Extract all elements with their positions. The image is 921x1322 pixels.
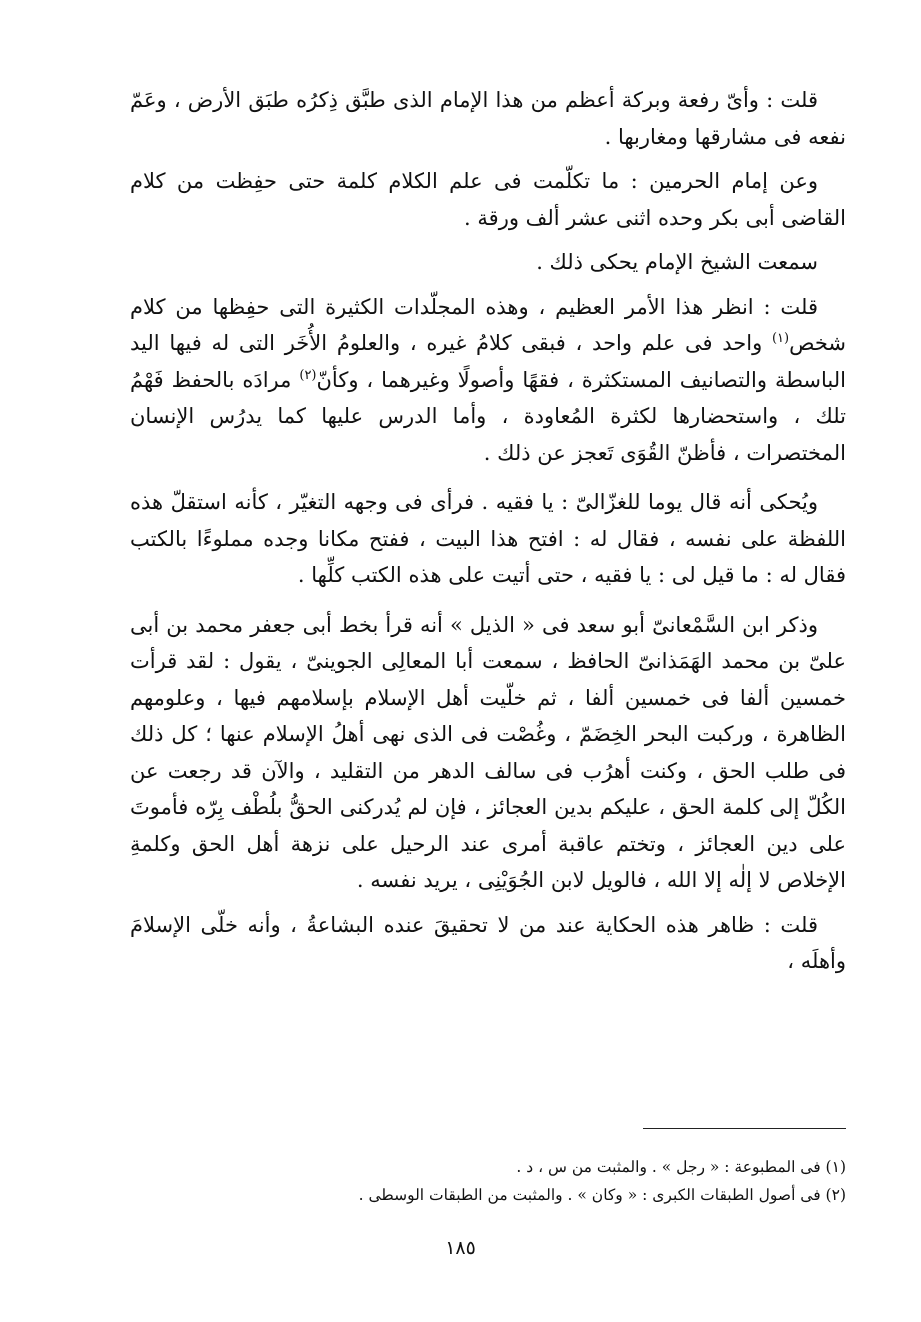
paragraph-3: سمعت الشيخ الإمام يحكى ذلك .	[536, 250, 818, 274]
page-number: ١٨٥	[445, 1237, 476, 1259]
paragraph-6: وذكر ابن السَّمْعانىّ أبو سعد فى « الذيل » أنه قرأ بخط أبى جعفر محمد بن أبى علىّ بن محمد الهَمَذانىّ الحافظ ، سمعت أبا المعالِى الجوينىّ ، يقول : لقد قرأت خمسين ألفا فى خمسين ألفا ، ثم خلّيت أهل الإسلام بإسلامهم فيها ، وعلومهم الظاهرة ، وركبت البحر الخِضَمّ ، وغُصْت فى الذى نهى أهلُ الإسلام عنها ؛ كل ذلك فى طلب الحق ، وكنت أهرُب فى سالف الدهر من التقليد ، والآن قد رجعت عن الكُلّ إلى كلمة الحق ، عليكم بدين العجائز ، فإن لم يُدركنى الحقُّ بلُطْف بِرّه فأموتَ على دين العجائز ، وتختم عاقبة أمرى عند الرحيل على نزهة أهل الحق وكلمةِ الإخلاص لا إلٰه إلا الله ، فالويل لابن الجُوَيْنِى ، يريد نفسه .	[130, 612, 846, 892]
footnote-2: (٢) فى أصول الطبقات الكبرى : « وكان » . والمثبت من الطبقات الوسطى .	[358, 1186, 846, 1204]
footnote-ref-2[interactable]: (٢)	[299, 367, 317, 383]
footnote-1: (١) فى المطبوعة : « رجل » . والمثبت من س ، د .	[516, 1158, 846, 1176]
paragraph-4	[130, 289, 846, 472]
paragraph-7: قلت : ظاهر هذه الحكاية عند من لا تحقيقَ عنده البشاعةُ ، وأنه خلّى الإسلامَ وأهلَه ،	[130, 912, 846, 973]
footnote-separator	[643, 1128, 846, 1129]
paragraph-4-part-2: واحد فى علم واحد ، فبقى كلامُ غيره ، والعلومُ الأُخَر التى له فيها اليد الباسطة والتصانيف المستكثرة ، فقهًا وأصولًا وغيرهما ، وكأنّ	[130, 331, 846, 392]
paragraph-1: قلت : وأىّ رفعة وبركة أعظم من هذا الإمام الذى طبَّق ذِكرُه طبَق الأرض ، وعَمّ نفعه فى مشارقها ومغاربها .	[130, 88, 846, 149]
main-text	[130, 82, 846, 988]
paragraph-4-part-1: قلت : انظر هذا الأمر العظيم ، وهذه المجلّدات الكثيرة التى حفِظها من كلام شخص	[130, 294, 846, 355]
footnote-ref-1[interactable]: (١)	[771, 331, 790, 346]
footnotes	[130, 1153, 846, 1209]
paragraph-5: ويُحكى أنه قال يوما للغزّالىّ : يا فقيه . فرأى فى وجهه التغيّر ، كأنه استقلّ هذه اللفظة على نفسه ، فقال له : افتح هذا البيت ، ففتح مكانا وجده مملوءًا بالكتب فقال له : ما قيل لى : يا فقيه ، حتى أتيت على هذه الكتب كلِّها .	[130, 490, 846, 587]
paragraph-2: وعن إمام الحرمين : ما تكلّمت فى علم الكلام كلمة حتى حفِظت من كلام القاضى أبى بكر وحده اثنى عشر ألف ورقة .	[130, 169, 846, 230]
paragraph-4-part-3: مرادَه بالحفظ فَهْمُ تلك ، واستحضارها لكثرة المُعاودة ، وأما الدرس عليها كما يدرُس الإنسان المختصرات ، فأظنّ القُوَى تَعجز عن ذلك .	[130, 367, 846, 465]
